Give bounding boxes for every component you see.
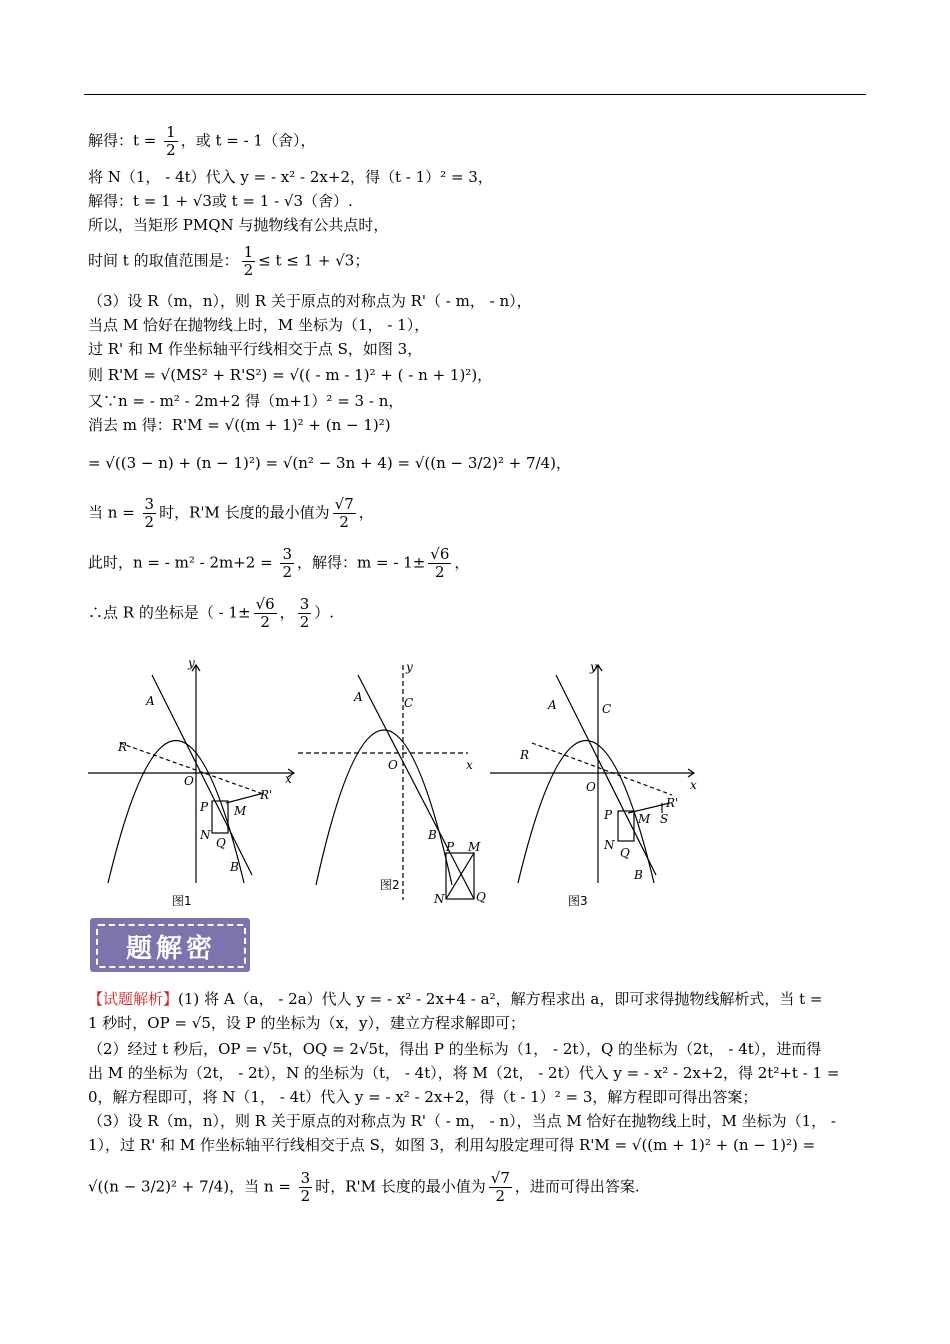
analysis-tag: 【试题解析】: [88, 990, 179, 1008]
label-R3: R: [520, 748, 530, 762]
label-N: N: [200, 828, 211, 842]
fraction: $\frac{3}{2}$: [299, 595, 310, 631]
fraction: $\frac{1}{2}$: [166, 123, 176, 159]
solution-line-9: 则 R'M = √(MS² + R'S²) = √(( - m - 1)² + ( - n + 1)²)，: [88, 366, 493, 384]
figures: [80, 655, 720, 915]
figure-1-caption: 图1: [172, 894, 192, 908]
solution-line-5: 时间 t 的取值范围是： $\frac{1}{2}$ ≤ t ≤ 1 + √3；: [88, 243, 370, 279]
analysis-line-3: （2）经过 t 秒后，OP = √5t，OQ = 2√5t，得出 P 的坐标为（1， - 2t），Q 的坐标为（2t， - 4t），进而得: [88, 1040, 822, 1058]
solution-line-14: 此时，n = - m² - 2m+2 = $\frac{3}{2}$ ，解得：m = - 1± $\frac{√6}{2}$ ，: [88, 545, 470, 581]
figure-3-caption: 图3: [568, 894, 588, 908]
label-B: B: [230, 860, 239, 874]
figure-2: [298, 665, 474, 900]
solution-line-2: 将 N（1， - 4t）代入 y = - x² - 2x+2，得（t - 1）² = 3，: [88, 168, 493, 186]
figure-2-caption: 图2: [380, 878, 400, 892]
label-N2: N: [434, 892, 445, 906]
solution-line-1: 解得：t = $\frac{1}{2}$ ，或 t = - 1（舍），: [88, 123, 316, 159]
fraction: $\frac{3}{2}$: [300, 1169, 311, 1205]
analysis-line-7: 1），过 R' 和 M 作坐标轴平行线相交于点 S，如图 3，利用勾股定理可得 R'M = √((m + 1)² + (n − 1)²) =: [88, 1136, 816, 1154]
fraction: $\frac{√7}{2}$: [334, 495, 354, 531]
label-Q: Q: [216, 836, 226, 850]
answer-banner: [90, 918, 250, 972]
label-M: M: [234, 804, 247, 818]
solution-line-4: 所以，当矩形 PMQN 与抛物线有公共点时，: [88, 216, 389, 234]
label-O2: O: [388, 758, 398, 772]
solution-line-12: = √((3 − n) + (n − 1)²) = √(n² − 3n + 4) = √((n − 3/2)² + 7/4)，: [88, 454, 571, 472]
fraction: $\frac{3}{2}$: [144, 495, 155, 531]
label-M3: M: [638, 812, 651, 826]
label-P: P: [200, 800, 209, 814]
banner-text: 题解密: [96, 924, 246, 968]
label-B3: B: [634, 868, 643, 882]
label-A: A: [146, 694, 155, 708]
label-Q2: Q: [476, 890, 486, 904]
analysis-line-2: 1 秒时，OP = √5，设 P 的坐标为（x，y），建立方程求解即可；: [88, 1014, 525, 1032]
figure-3: [490, 665, 694, 883]
label-N3: N: [604, 838, 615, 852]
solution-line-7: 当点 M 恰好在抛物线上时，M 坐标为（1， - 1），: [88, 316, 430, 334]
solution-line-13: 当 n = $\frac{3}{2}$ 时，R'M 长度的最小值为 $\frac{√7}{2}$ ，: [88, 495, 374, 531]
label-x2: x: [466, 758, 473, 772]
label-M2: M: [468, 840, 481, 854]
fraction: $\frac{√6}{2}$: [430, 545, 450, 581]
solution-line-10: 又∵n = - m² - 2m+2 得（m+1）² = 3 - n，: [88, 392, 404, 410]
label-P3: P: [604, 808, 613, 822]
solution-line-11: 消去 m 得：R'M = √((m + 1)² + (n − 1)²): [88, 416, 391, 434]
label-R-prime: R': [260, 788, 273, 802]
analysis-line-8: √((n − 3/2)² + 7/4)，当 n = $\frac{3}{2}$ 时，R'M 长度的最小值为 $\frac{√7}{2}$ ，进而可得出答案.: [88, 1169, 640, 1205]
label-C3: C: [602, 702, 612, 716]
solution-line-3: 解得：t = 1 + √3或 t = 1 - √3（舍）.: [88, 192, 353, 210]
fraction: $\frac{√6}{2}$: [255, 595, 275, 631]
label-Q3: Q: [620, 846, 630, 860]
label-O: O: [184, 774, 194, 788]
header-rule: [84, 94, 866, 95]
label-x: x: [285, 772, 292, 786]
label-x3: x: [690, 778, 697, 792]
label-P2: P: [446, 840, 455, 854]
solution-line-15: ∴点 R 的坐标是（ - 1± $\frac{√6}{2}$ ， $\frac{3}{2}$ ）.: [88, 595, 335, 631]
label-S3: S: [660, 812, 669, 826]
label-y: y: [188, 656, 195, 670]
analysis-line-5: 0，解方程即可，将 N（1， - 4t）代入 y = - x² - 2x+2，得（t - 1）² = 3，解方程即可得出答案；: [88, 1088, 758, 1106]
label-O3: O: [586, 780, 596, 794]
label-R-prime3: R': [666, 796, 679, 810]
fraction: $\frac{√7}{2}$: [490, 1169, 510, 1205]
analysis-line-6: （3）设 R（m，n），则 R 关于原点的对称点为 R'（ - m， - n），当点 M 恰好在抛物线上时，M 坐标为（1， -: [88, 1112, 837, 1130]
label-y2: y: [406, 660, 413, 674]
label-A2: A: [354, 690, 363, 704]
solution-line-6: （3）设 R（m，n），则 R 关于原点的对称点为 R'（ - m， - n），: [88, 292, 532, 310]
label-B2: B: [428, 828, 437, 842]
label-R: R: [118, 740, 128, 754]
analysis-line-1: 【试题解析】(1) 将 A（a， - 2a）代人 y = - x² - 2x+4 - a²，解方程求出 a，即可求得抛物线解析式，当 t =: [88, 990, 823, 1008]
solution-line-8: 过 R' 和 M 作坐标轴平行线相交于点 S，如图 3，: [88, 340, 423, 358]
label-y3: y: [590, 660, 597, 674]
label-A3: A: [548, 698, 557, 712]
label-C2: C: [404, 696, 414, 710]
fraction: $\frac{1}{2}$: [243, 243, 254, 279]
fraction: $\frac{3}{2}$: [282, 545, 292, 581]
analysis-line-4: 出 M 的坐标为（2t， - 2t），N 的坐标为（t， - 4t），将 M（2t， - 2t）代入 y = - x² - 2x+2，得 2t²+t - 1 =: [88, 1064, 840, 1082]
